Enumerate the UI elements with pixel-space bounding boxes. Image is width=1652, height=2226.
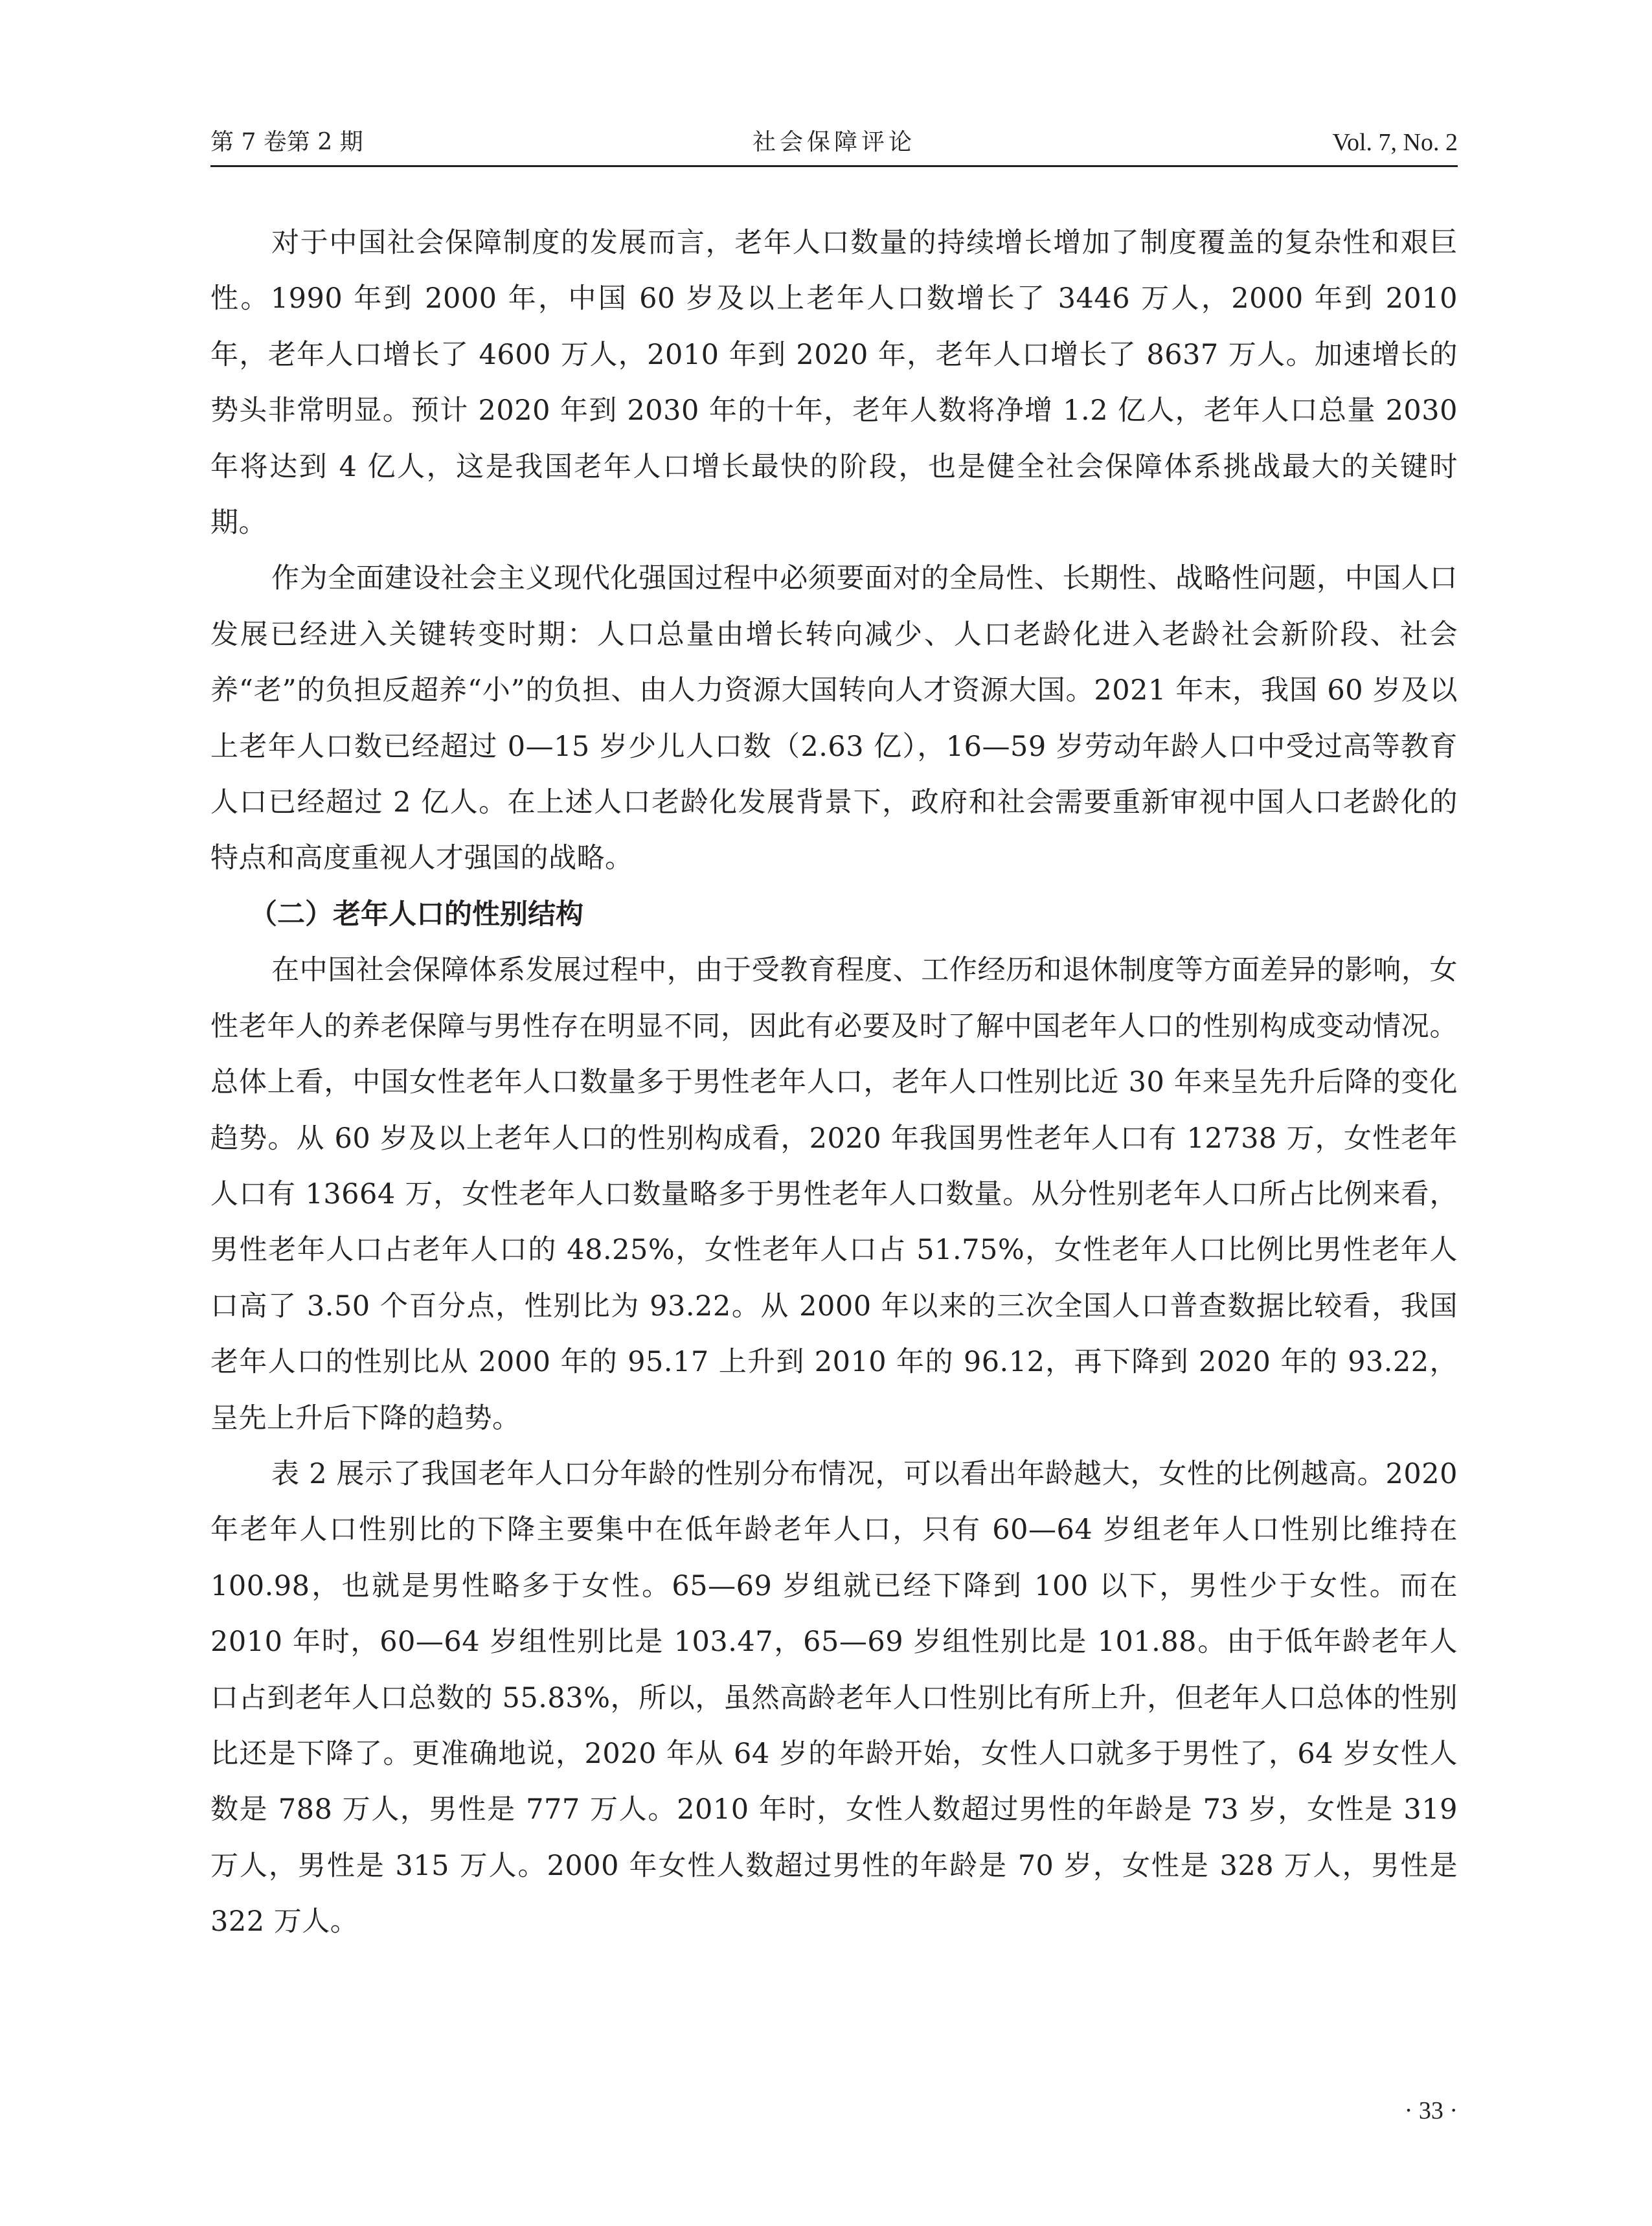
header-rule <box>210 165 1458 167</box>
journal-title: 社会保障评论 <box>752 129 916 155</box>
section-heading: （二）老年人口的性别结构 <box>249 898 583 931</box>
running-header <box>210 127 1458 166</box>
paragraph-2: 作为全面建设社会主义现代化强国过程中必须要面对的全局性、长期性、战略性问题，中国人口发展已经进入关键转变时期：人口总量由增长转向减少、人口老龄化进入老龄社会新阶段、社会养“老”的负担反超养“小”的负担、由人力资源大国转向人才资源大国。2021 年末，我国 60 岁及以上老年人口数已经超过 0—15 岁少儿人口数（2.63 亿），16—59 岁劳动年龄人口中受过高等教育人口已经超过 2 亿人。在上述人口老龄化发展背景下，政府和社会需要重新审视中国人口老龄化的特点和高度重视人才强国的战略。 <box>210 562 1458 875</box>
article-body <box>210 215 1458 1950</box>
paragraph-3: 在中国社会保障体系发展过程中，由于受教育程度、工作经历和退休制度等方面差异的影响，女性老年人的养老保障与男性存在明显不同，因此有必要及时了解中国老年人口的性别构成变动情况。总体上看，中国女性老年人口数量多于男性老年人口，老年人口性别比近 30 年来呈先升后降的变化趋势。从 60 岁及以上老年人口的性别构成看，2020 年我国男性老年人口有 12738 万，女性老年人口有 13664 万，女性老年人口数量略多于男性老年人口数量。从分性别老年人口所占比例来看，男性老年人口占老年人口的 48.25%，女性老年人口占 51.75%，女性老年人口比例比男性老年人口高了 3.50 个百分点，性别比为 93.22。从 2000 年以来的三次全国人口普查数据比较看，我国老年人口的性别比从 2000 年的 95.17 上升到 2010 年的 96.12，再下降到 2020 年的 93.22，呈先上升后下降的趋势。 <box>210 954 1458 1435</box>
journal-volume: Vol. 7, No. 2 <box>1332 129 1458 156</box>
paragraph-4: 表 2 展示了我国老年人口分年龄的性别分布情况，可以看出年龄越大，女性的比例越高。2020 年老年人口性别比的下降主要集中在低年龄老年人口，只有 60—64 岁组老年人口性别比维持在 100.98，也就是男性略多于女性。65—69 岁组就已经下降到 100 以下，男性少于女性。而在 2010 年时，60—64 岁组性别比是 103.47，65—69 岁组性别比是 101.88。由于低年龄老年人口占到老年人口总数的 55.83%，所以，虽然高龄老年人口性别比有所上升，但老年人口总体的性别比还是下降了。更准确地说，2020 年从 64 岁的年龄开始，女性人口就多于男性了，64 岁女性人数是 788 万人，男性是 777 万人。2010 年时，女性人数超过男性的年龄是 73 岁，女性是 319 万人，男性是 315 万人。2000 年女性人数超过男性的年龄是 70 岁，女性是 328 万人，男性是 322 万人。 <box>210 1457 1458 1938</box>
page-number: · 33 · <box>1404 2097 1458 2124</box>
paragraph-1: 对于中国社会保障制度的发展而言，老年人口数量的持续增长增加了制度覆盖的复杂性和艰巨性。1990 年到 2000 年，中国 60 岁及以上老年人口数增长了 3446 万人，2000 年到 2010 年，老年人口增长了 4600 万人，2010 年到 2020 年，老年人口增长了 8637 万人。加速增长的势头非常明显。预计 2020 年到 2030 年的十年，老年人数将净增 1.2 亿人，老年人口总量 2030 年将达到 4 亿人，这是我国老年人口增长最快的阶段，也是健全社会保障体系挑战最大的关键时期。 <box>210 227 1458 539</box>
journal-issue: 第 7 卷第 2 期 <box>210 129 363 155</box>
